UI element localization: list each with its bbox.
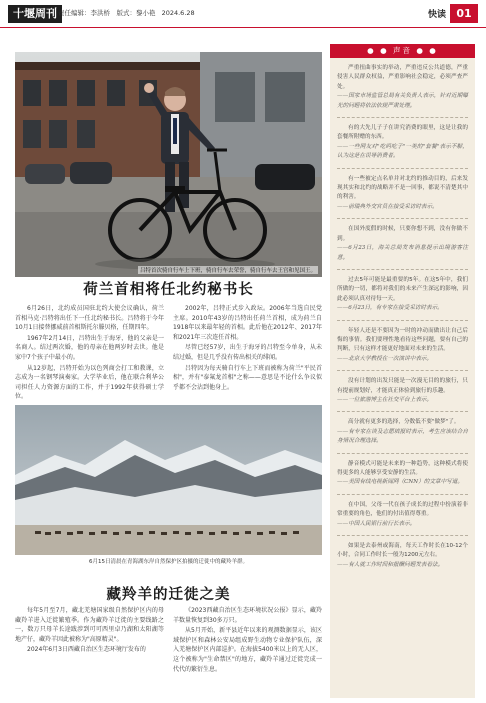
credits-text: 责任编辑：李洪桥 版式：黎小艳 (58, 9, 156, 17)
paragraph: 从12岁起，吕特开始为以色列商会打工和教课，立志成为一名钢琴演奏家。大学毕业后，他在联合利华公司担任人力资源方面的工作，并于1992年获得硕士学位。 (15, 364, 164, 401)
photo-caption: 6月15日清晨在青海湖东岸自然保护区拍摄的迁徙中的藏羚羊群。 (89, 559, 248, 565)
paragraph: 每年5月至7月，藏北羌塘国家级自然保护区内的母藏羚羊进入迁徙繁殖季。作为藏羚羊迁徙的主要线路之一，数万只母羊长途跋涉到可可西里卓乃湖和太阳湖等地产仔，藏羚羊因此被称为"高原精灵"。 (15, 607, 164, 643)
quote-text: 有的大先儿子子在讲究消费的眼里，这是让我的套餐所附赠的东西。 (337, 125, 468, 141)
quote-text: 在国外度假的时候，只要你想不到，没有你做不到。 (337, 226, 468, 242)
article-body (15, 606, 322, 698)
issue-date: 2024.6.28 (161, 9, 195, 17)
photo-caption: 吕特首次骑自行车上下班，骑自行车去荣誉，骑自行车去王宫和见国王。 (139, 268, 316, 274)
quote-text: 静音模式可能是未来的一种趋势，这种模式将使得更多的人能够享受安静的生活。 (337, 460, 468, 476)
quote-source: ——前瑞典外交官员在接受采访时表示。 (337, 203, 438, 210)
article-headline: 荷兰首相将任北约秘书长 (83, 281, 254, 298)
quote-text: 没有计划的出发只能是一次漫无目的的旅行，只有提前规划好，才能真正体验到旅行的乐趣。 (337, 378, 468, 394)
paragraph: 《2023西藏自治区生态环境状况公报》显示，藏羚羊数量恢复到30多万只。 (173, 607, 322, 624)
quote-item (337, 64, 468, 118)
quote-text: 在中国，父母一代在孩子成长的过程中扮演着非常重要的角色，他们的付出值得尊重。 (337, 501, 468, 518)
quote-source: ——有人就工作时间和报酬问题发表看法。 (337, 561, 444, 568)
editor-credits (58, 8, 195, 17)
quote-source: ——一些网友对"吃吗吃子"一类的"套餐"表示不解，认为这是在误导消费者。 (337, 143, 468, 160)
article-column-left (15, 304, 164, 401)
article-headline: 藏羚羊的迁徙之美 (106, 586, 231, 603)
article-column-right (173, 304, 322, 389)
bicycle-photo-illustration (15, 52, 322, 277)
paragraph: 1967年2月14日，吕特出生于海牙，他的父亲是一名商人。结过两次婚，他的母亲在他两岁时去世。他是家中7个孩子中最小的。 (15, 334, 164, 361)
article-photo-antelope (15, 405, 322, 555)
page-number-badge: 01 (450, 4, 478, 23)
quote-source: ——国家市场监管总局有关负责人表示，针对近期曝光的问题将依法依规严肃处理。 (337, 93, 468, 109)
quote-item (337, 418, 468, 453)
quote-text: 有一些被定点名单并对北约的推动目的，后来发现其实和北约的战略并不是一回事，都说不清楚其中的利害。 (337, 175, 468, 201)
quote-text: 年轻人还是不要因为一时的冲动而做出让自己后悔的事情。我们要理性地看待这些问题，要有自己的判断，只有这样才能更好地面对未来的生活。 (337, 327, 468, 353)
quote-item (337, 460, 468, 495)
masthead-logo: 十堰周刊 (8, 5, 62, 23)
quote-item (337, 542, 468, 576)
page-header (0, 0, 486, 28)
article-column-right (173, 606, 322, 698)
article-body (15, 304, 322, 401)
quote-item (337, 124, 468, 169)
paragraph: 2002年，吕特正式步入政坛。2006年当选自民党主席。2010年43岁的吕特出任荷兰首相，成为荷兰自1918年以来最年轻的首相。此后他在2012年、2017年和2021年三次连任首相。 (173, 305, 322, 341)
quote-item (337, 501, 468, 536)
quote-source: ——6月23日，有专家在接受采访时表示。 (337, 305, 443, 312)
quote-item (337, 276, 468, 321)
paragraph: 尽管已经57岁，出生于海牙的吕特至今单身，从未结过婚，但是几乎没有传出相关的绯闻。 (173, 344, 322, 361)
quote-text: 过去5年可能是最重要的5年。在这5年中，我们所做的一切，都将对我们的未来产生深远的影响，因此必须认真对待每一天。 (337, 276, 468, 302)
quote-item (337, 225, 468, 270)
sidebar-title: 声音 (393, 46, 412, 55)
paragraph: 6月26日，北约成员国驻北约大使会议确认，荷兰首相马克·吕特将出任下一任北约秘书长。吕特将于今年10月1日接替挪威前首相斯托尔滕贝格，任期四年。 (15, 305, 164, 332)
article-photo-bicycle (15, 52, 322, 277)
quote-text: 高分就有更多的选择，分数低不要"做梦"了。 (348, 419, 460, 426)
quote-item (337, 377, 468, 412)
quote-item (337, 175, 468, 220)
quote-source: ——美国有线电视新闻网（CNN）的文章中写道。 (337, 479, 463, 486)
section-name: 快读 (427, 10, 446, 20)
quote-source: ——有专家在谈及志愿填报时表示，考生应该结合自身情况合理选择。 (337, 428, 468, 445)
quote-text: 如果是去泰州或海南，每天工作时长在10-12个小时，合同工作时长一般为1200元左右。 (337, 543, 468, 559)
paragraph: 吕特因为每天骑自行车上下班而被称为荷兰"平民首相"，并有"泰氟龙首相"之称——意思是不论什么争议似乎都不会沾到他身上。 (173, 364, 322, 391)
quote-source: ——北京大学教授在一次演讲中表示。 (337, 355, 433, 362)
quote-source: ——6月23日，海关总局发布消息提示出境游客注意。 (337, 245, 468, 261)
article-column-left (15, 606, 164, 698)
voices-sidebar (330, 44, 475, 698)
paragraph: 从5月开始，新平县近年以来的观测数据显示，该区域保护区和森林公安局组成野生动物专业保护队伍，深入羌塘保护区内部巡护。在海拔5400米以上的无人区，这个被称为"生命禁区"的地方，藏羚羊通过迁徙完成一代代的繁衍生息。 (173, 627, 322, 673)
paragraph: 2024年6月3日西藏自治区生态环境厅发布的 (27, 646, 146, 654)
quote-item (337, 327, 468, 372)
sidebar-title-bar: ● ● 声音 ● ● (330, 44, 475, 58)
quote-text: 严重扭曲事实的举动，严重违反公共道德，严重侵害人民群众权益，严重影响社会稳定，必须严查严处。 (337, 65, 468, 90)
sidebar-quotes (337, 64, 468, 582)
quote-source: ——中国人民银行前行长表示。 (337, 520, 416, 527)
antelope-photo-illustration (15, 405, 322, 555)
quote-source: ——一位旅游博主在社交平台上表示。 (337, 396, 433, 403)
